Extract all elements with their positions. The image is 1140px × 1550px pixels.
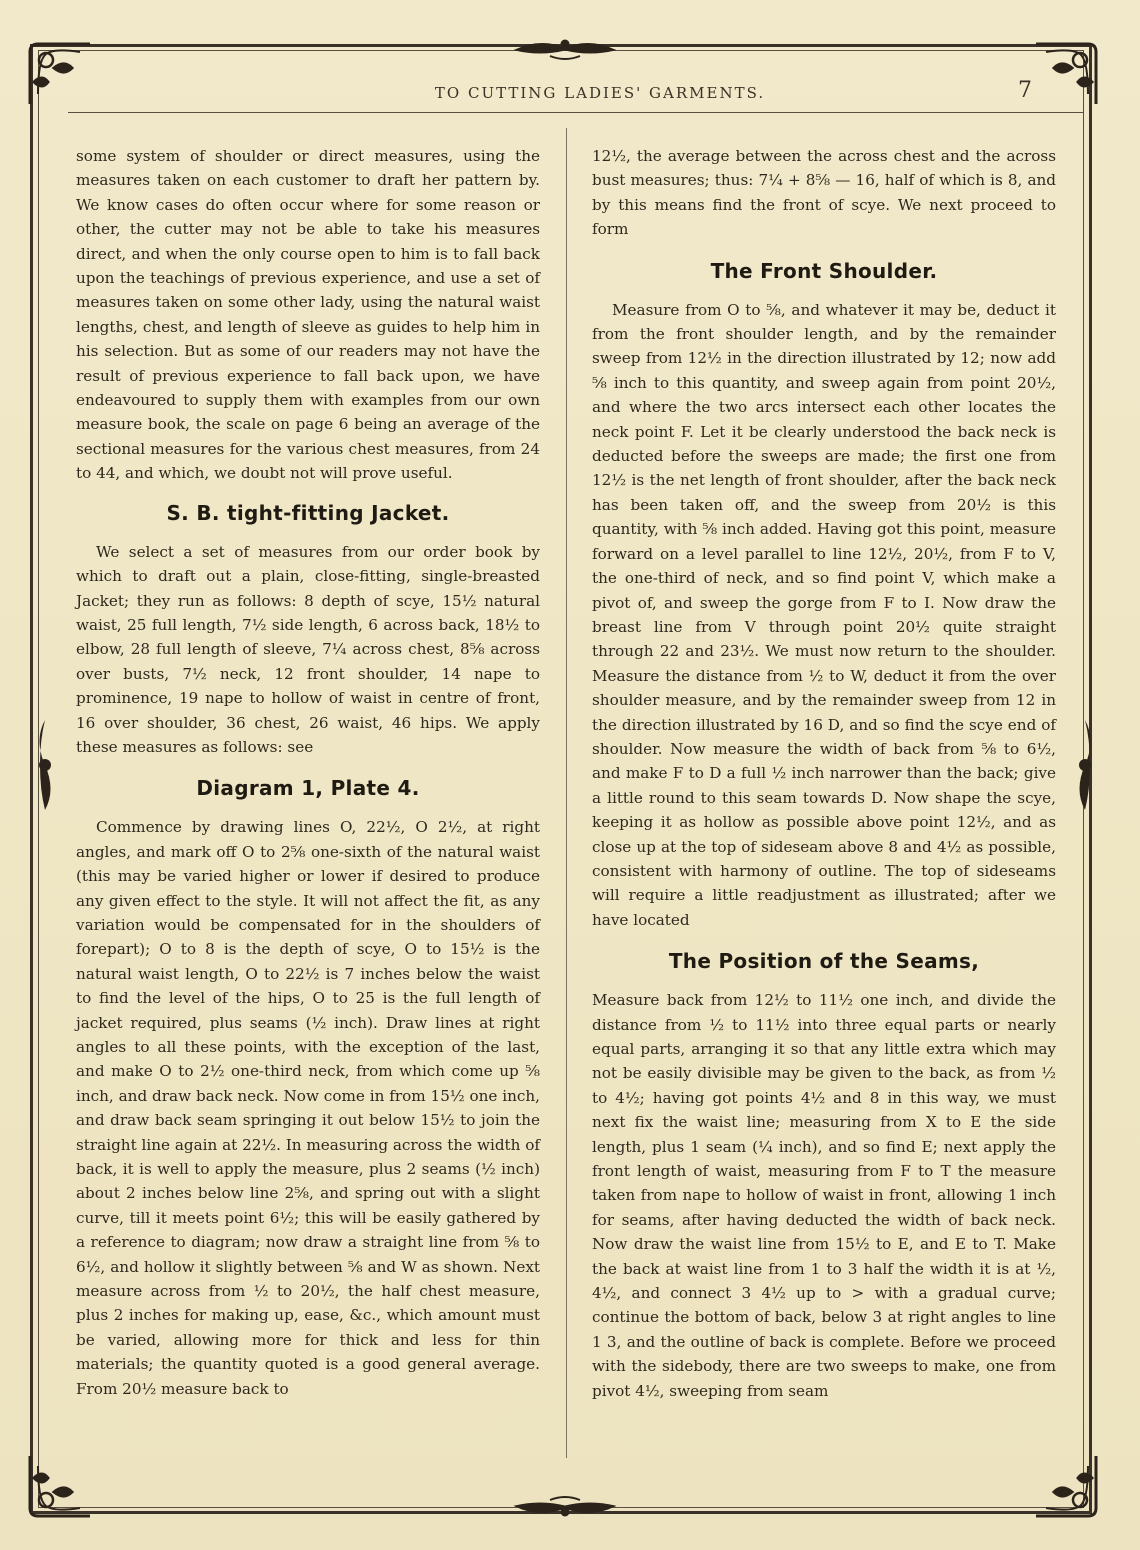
body-paragraph: some system of shoulder or direct measures, using the measures taken on each customer to draft her pattern by. We know cases do often occur where for some reason or other, the cutter may not be able to take his measures direct, and when the only course open to him is to fall back upon the teachings of previous experience, and use a set of measures taken on some other lady, using the natural waist lengths, chest, and length of sleeve as guides to help him in his selection. But as some of our readers may not have the result of previous experience to fall back upon, we have endeavoured to supply them with examples from our own measure book, the scale on page 6 being an average of the sectional measures for the various chest measures, from 24 to 44, and which, we doubt not will prove useful. xyxy=(76,147,540,483)
running-title: TO CUTTING LADIES' GARMENTS. xyxy=(434,84,766,102)
page-number: 7 xyxy=(1018,78,1032,103)
left-column xyxy=(76,144,540,1401)
body-paragraph: Commence by drawing lines O, 22½, O 2½, at right angles, and mark off O to 2⅝ one-sixth of the natural waist (this may be varied higher or lower if desired to produce any given effect to the style. It will not affect the fit, as any variation would be compensated for in the shoulders of forepart); O to 8 is the depth of scye, O to 15½ is the natural waist length, O to 22½ is 7 inches below the waist to find the level of the hips, O to 25 is the full length of jacket required, plus seams (½ inch). Draw lines at right angles to all these points, with the exception of the last, and make O to 2½ one-third neck, from which come up ⅝ inch, and draw back neck. Now come in from 15½ one inch, and draw back seam springing it out below 15½ to join the straight line again at 22½. In measuring across the width of back, it is well to apply the measure, plus 2 seams (½ inch) about 2 inches below line 2⅝, and spring out with a slight curve, till it meets point 6½; this will be easily gathered by a reference to diagram; now draw a straight line from ⅝ to 6½, and hollow it slightly between ⅝ and W as shown. Next measure across from ½ to 20½, the half chest measure, plus 2 inches for making up, ease, &c., which amount must be varied, allowing more for thick and less for thin materials; the quantity quoted is a good general average. From 20½ measure back to xyxy=(76,818,541,1398)
section-heading: Diagram 1, Plate 4. xyxy=(196,776,420,801)
body-paragraph: Measure back from 12½ to 11½ one inch, and divide the distance from ½ to 11½ into three equal parts or nearly equal parts, arranging it so that any little extra which may not be easily divisible may be given to the back, as from ½ to 4½; having got points 4½ and 8 in this way, we must next fix the waist line; measuring from X to E the side length, plus 1 seam (¼ inch), and so find E; next apply the front length of waist, measuring from F to T the measure taken from nape to hollow of waist in front, allowing 1 inch for seams, after having deducted the width of back neck. Now draw the waist line from 15½ to E, and E to T. Make the back at waist line from 1 to 3 half the width it is at ½, 4½, and connect 3 4½ up to > with a gradual curve; continue the bottom of back, below 3 at right angles to line 1 3, and the outline of back is complete. Before we proceed with the sidebody, there are two sweeps to make, one from pivot 4½, sweeping from seam xyxy=(592,991,1056,1400)
body-paragraph: Measure from O to ⅝, and whatever it may be, deduct it from the front shoulder length, and by the remainder sweep from 12½ in the direction illustrated by 12; now add ⅝ inch to this quantity, and sweep again from point 20½, and where the two arcs intersect each other locates the neck point F. Let it be clearly understood the back neck is deducted before the sweeps are made; the first one from 12½ is the net length of front shoulder, after the back neck has been taken off, and the sweep from 20½ is this quantity, with ⅝ inch added. Having got this point, measure forward on a level parallel to line 12½, 20½, from F to V, the one-third of neck, and so find point V, which make a pivot of, and sweep the gorge from F to I. Now draw the breast line from V through point 20½ quite straight through 22 and 23½. We must now return to the shoulder. Measure the distance from ½ to W, deduct it from the over shoulder measure, and by the remainder sweep from 12 in the direction illustrated by 16 D, and so find the scye end of shoulder. Now measure the width of back from ⅝ to 6½, and make F to D a full ½ inch narrower than the back; give a little round to this seam towards D. Now shape the scye, keeping it as hollow as possible above point 12½, and as close up at the top of sideseam above 8 and 4½ as possible, consistent with harmony of outline. The top of sideseams will require a little readjustment as illustrated; after we have located xyxy=(592,300,1056,929)
bottom-center-ornament-icon xyxy=(510,1494,620,1520)
left-side-ornament-icon xyxy=(30,720,60,810)
corner-ornament-icon xyxy=(1030,38,1102,110)
section-heading: The Front Shoulder. xyxy=(710,258,938,283)
top-center-ornament-icon xyxy=(510,36,620,62)
corner-ornament-icon xyxy=(1030,1450,1102,1522)
corner-ornament-icon xyxy=(24,38,96,110)
corner-ornament-icon xyxy=(24,1450,96,1522)
right-column xyxy=(592,144,1056,1403)
header-rule xyxy=(68,112,1084,113)
right-side-ornament-icon xyxy=(1070,720,1100,810)
section-heading: S. B. tight-fitting Jacket. xyxy=(166,500,450,525)
column-divider xyxy=(566,128,567,1458)
body-paragraph: 12½, the average between the across chest and the across bust measures; thus: 7¼ + 8⅝ — 16, half of which is 8, and by this means find the front of scye. We next proceed to form xyxy=(592,147,1056,239)
section-heading: The Position of the Seams, xyxy=(668,949,980,974)
body-paragraph: We select a set of measures from our order book by which to draft out a plain, close-fitting, single-breasted Jacket; they run as follows: 8 depth of scye, 15½ natural waist, 25 full length, 7½ side length, 6 across back, 18½ to elbow, 28 full length of sleeve, 7¼ across chest, 8⅝ across over busts, 7½ neck, 12 front shoulder, 14 nape to prominence, 19 nape to hollow of waist in centre of front, 16 over shoulder, 36 chest, 26 waist, 46 hips. We apply these measures as follows: see xyxy=(76,542,540,756)
